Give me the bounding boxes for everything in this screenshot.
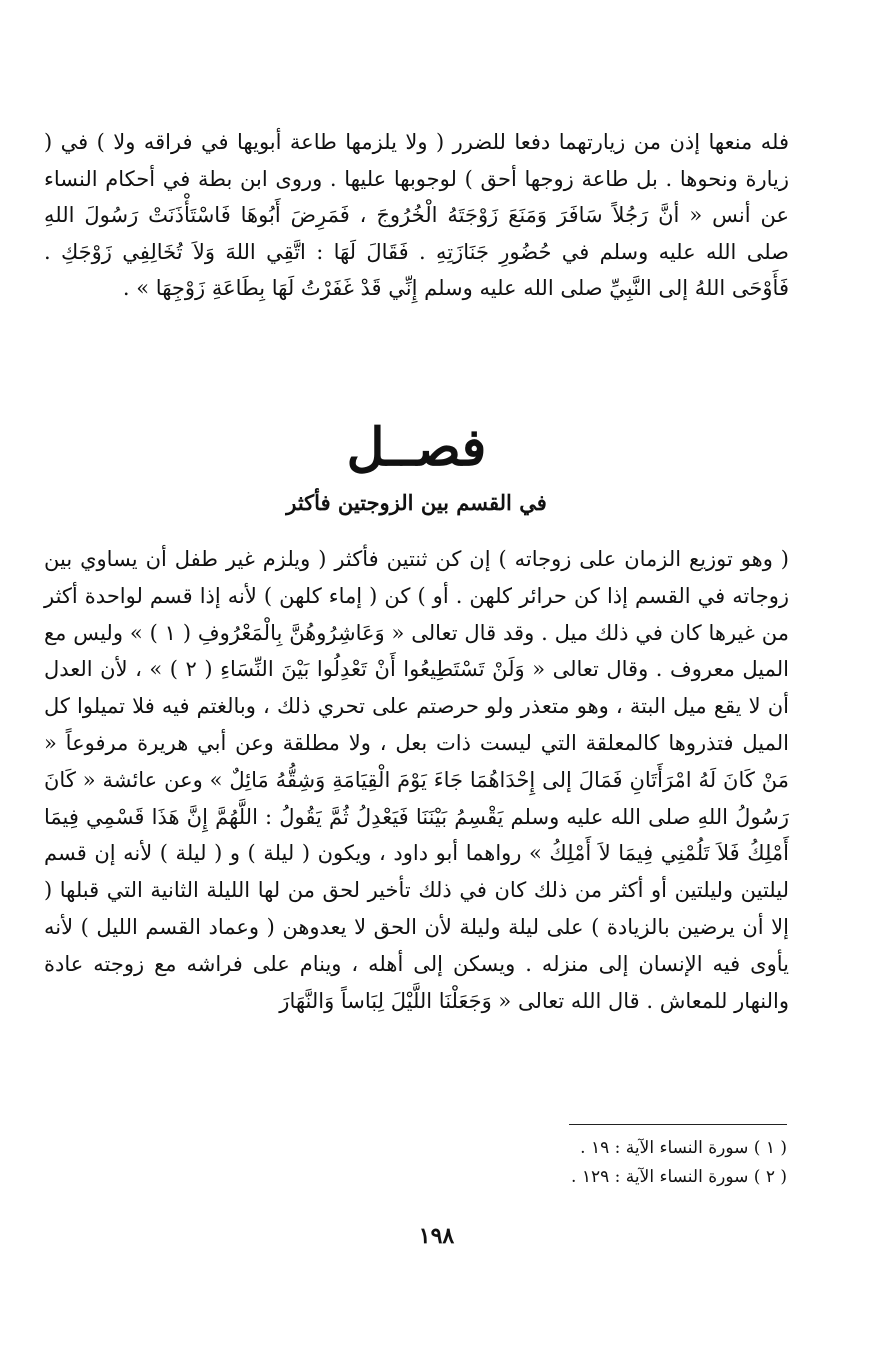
section-subtitle: في القسم بين الزوجتين فأكثر xyxy=(286,490,547,515)
body-paragraph-1: فله منعها إذن من زيارتهما دفعا للضرر ( ولا يلزمها طاعة أبويها في فراقه ولا ) في ( زيارة ونحوها . بل طاعة زوجها أحق ) لوجوبها عليها . وروى ابن بطة في أحكام النساء عن أنس « أنَّ رَجُلاً سَافَرَ وَمَنَعَ زَوْجَتَهُ الْخُرُوجَ ، فَمَرِضَ أَبُوهَا فَاسْتَأْذَنَتْ رَسُولَ اللهِ صلى الله عليه وسلم في حُضُورِ جَنَازَتِهِ . فَقَالَ لَهَا : اتَّقِي اللهَ وَلاَ تُخَالِفِي زَوْجَكِ . فَأَوْحَى اللهُ إلى النَّبِيِّ صلى الله عليه وسلم إِنِّي قَدْ غَفَرْتُ لَهَا بِطَاعَةِ زَوْجِهَا » . xyxy=(44,130,789,300)
section-heading: فصــل xyxy=(346,417,487,478)
page-number: ١٩٨ xyxy=(418,1223,455,1249)
footnote-divider xyxy=(569,1124,787,1125)
footnote-item: ( ٢ ) سورة النساء الآية : ١٢٩ . xyxy=(571,1167,787,1187)
footnotes-list xyxy=(387,1134,787,1192)
footnote-item: ( ١ ) سورة النساء الآية : ١٩ . xyxy=(580,1138,787,1158)
body-paragraph-2: ( وهو توزيع الزمان على زوجاته ) إن كن ثنتين فأكثر ( ويلزم غير طفل أن يساوي بين زوجاته في القسم إذا كن حرائر كلهن . أو ) كن ( إماء كلهن ) لأنه إذا قسم لواحدة أكثر من غيرها كان في ذلك ميل . وقد قال تعالى « وَعَاشِرُوهُنَّ بِالْمَعْرُوفِ ( ١ ) » وليس مع الميل معروف . وقال تعالى « وَلَنْ تَسْتَطِيعُوا أَنْ تَعْدِلُوا بَيْنَ النِّسَاءِ ( ٢ ) » ، لأن العدل أن لا يقع ميل البتة ، وهو متعذر ولو حرصتم على تحري ذلك ، وبالغتم فيه فلا تميلوا كل الميل فتذروها كالمعلقة التي ليست ذات بعل ، ولا مطلقة وعن أبي هريرة مرفوعاً « مَنْ كَانَ لَهُ امْرَأَتَانِ فَمَالَ إلى إِحْدَاهُمَا جَاءَ يَوْمَ الْقِيَامَةِ وَشِقُّهُ مَائِلٌ » وعن عائشة « كَانَ رَسُولُ اللهِ صلى الله عليه وسلم يَقْسِمُ بَيْنَنَا فَيَعْدِلُ ثُمَّ يَقُولُ : اللَّهُمَّ إِنَّ هَذَا قَسْمِي فِيمَا أَمْلِكُ فَلاَ تَلُمْنِي فِيمَا لاَ أَمْلِكُ » رواهما أبو داود ، ويكون ( ليلة ) و ( ليلة ) لأنه إن قسم ليلتين وليلتين أو أكثر من ذلك كان في ذلك تأخير لحق من لها الليلة الثانية التي قبلها ( إلا أن يرضين بالزيادة ) على ليلة وليلة لأن الحق لا يعدوهن ( وعماد القسم الليل ) لأنه يأوى فيه الإنسان إلى منزله . ويسكن إلى أهله ، وينام على فراشه مع زوجته عادة والنهار للمعاش . قال الله تعالى « وَجَعَلْنَا اللَّيْلَ لِبَاساً وَالنَّهَارَ xyxy=(44,547,789,1013)
